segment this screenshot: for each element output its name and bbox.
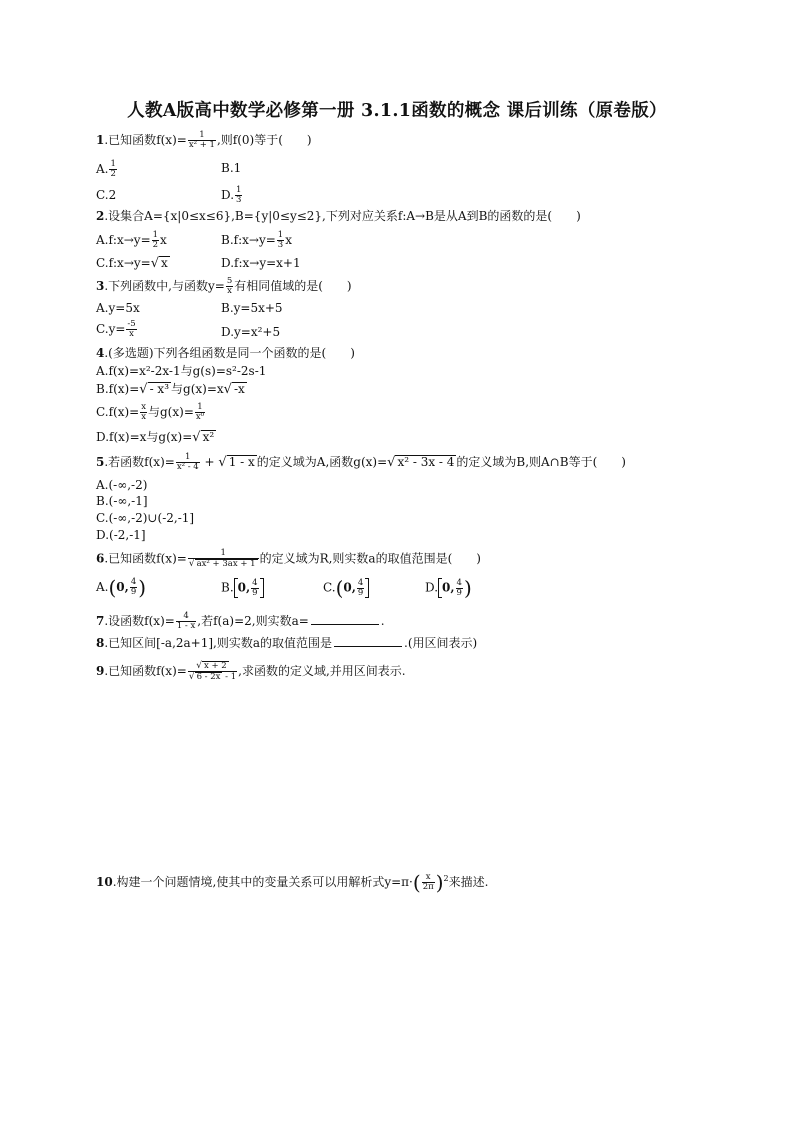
q4-option-b: B.f(x)=√ - x³ 与g(x)=x√ -x — [96, 382, 245, 397]
answer-blank[interactable] — [334, 635, 402, 647]
q5-option-a: A.(-∞,-2) — [96, 478, 148, 492]
question-5: 5.若函数f(x)= $\frac{1}{\text{x² - 4}}$ + √ 1 - x 的定义域为A,函数g(x)=√ x² - 3x - 4 的定义域为B,则A∩B等于( ) — [96, 452, 626, 472]
q1-option-c: C.2 — [96, 188, 117, 202]
question-10: 10.构建一个问题情境,使其中的变量关系可以用解析式y=π·( $\frac{x}{2\pi}$ )$^2$来描述. — [96, 870, 489, 895]
q6-option-d: D. 0, $\frac{4}{9}$ ) — [425, 576, 472, 600]
answer-blank[interactable] — [311, 613, 379, 625]
q5-option-b: B.(-∞,-1] — [96, 494, 148, 508]
fraction: $\frac{1}{\text{x² + 1}}$ — [188, 130, 215, 150]
question-4: 4.(多选题)下列各组函数是同一个函数的是( ) — [96, 346, 355, 360]
q3-option-a: A.y=5x — [96, 301, 140, 315]
question-9: 9.已知函数f(x)= $\frac{√ x + 2}{√ 6 - 2x - 1}$ ,求函数的定义域,并用区间表示. — [96, 661, 406, 682]
q4-option-a: A.f(x)=x²-2x-1与g(s)=s²-2s-1 — [96, 364, 267, 378]
q1-option-a: A. $\frac{1}{2}$ — [96, 159, 116, 179]
q4-option-c: C.f(x)= $\frac{x}{x}$ 与g(x)= $\frac{1}{\text{x⁰}}$ — [96, 402, 205, 422]
page-title: 人教A版高中数学必修第一册 3.1.1函数的概念 课后训练（原卷版） — [127, 101, 667, 121]
question-7: 7.设函数f(x)= $\frac{4}{1 - x}$ ,若f(a)=2,则实数a= . — [96, 611, 385, 631]
q3-option-d: D.y=x²+5 — [221, 325, 281, 339]
q6-option-c: C.(0, $\frac{4}{9}$ — [323, 578, 369, 598]
q3-option-b: B.y=5x+5 — [221, 301, 283, 315]
question-2: 2.设集合A={x|0≤x≤6},B={y|0≤y≤2},下列对应关系f:A→B是从A到B的函数的是( ) — [96, 209, 581, 223]
q2-option-a: A.f:x→y= $\frac{1}{2}$ x — [96, 230, 167, 250]
q3-option-c: C.y= $\frac{-5}{x}$ — [96, 319, 136, 339]
q1-option-d: D. $\frac{1}{3}$ — [221, 185, 242, 205]
q2-option-c: C.f:x→y=√ x — [96, 256, 168, 271]
q6-option-b: B. 0, $\frac{4}{9}$ — [221, 578, 264, 598]
q5-option-c: C.(-∞,-2)∪(-2,-1] — [96, 511, 195, 525]
q2-option-d: D.f:x→y=x+1 — [221, 256, 301, 270]
question-1: 1.已知函数f(x)= $\frac{1}{\text{x² + 1}}$ ,则f(0)等于( ) — [96, 130, 312, 150]
question-3: 3.下列函数中,与函数y= $\frac{5}{x}$ 有相同值域的是( ) — [96, 276, 352, 296]
question-8: 8.已知区间[-a,2a+1],则实数a的取值范围是 .(用区间表示) — [96, 636, 478, 650]
question-6: 6.已知函数f(x)= $\frac{1}{\text{√ ax² + 3ax + 1}}$ 的定义域为R,则实数a的取值范围是( ) — [96, 548, 481, 569]
q4-option-d: D.f(x)=x与g(x)=√ x² — [96, 430, 215, 445]
q1-option-b: B.1 — [221, 161, 242, 175]
q2-option-b: B.f:x→y= $\frac{1}{3}$ x — [221, 230, 292, 250]
q6-option-a: A.(0, $\frac{4}{9}$ ) — [96, 575, 147, 600]
q5-option-d: D.(-2,-1] — [96, 528, 146, 542]
